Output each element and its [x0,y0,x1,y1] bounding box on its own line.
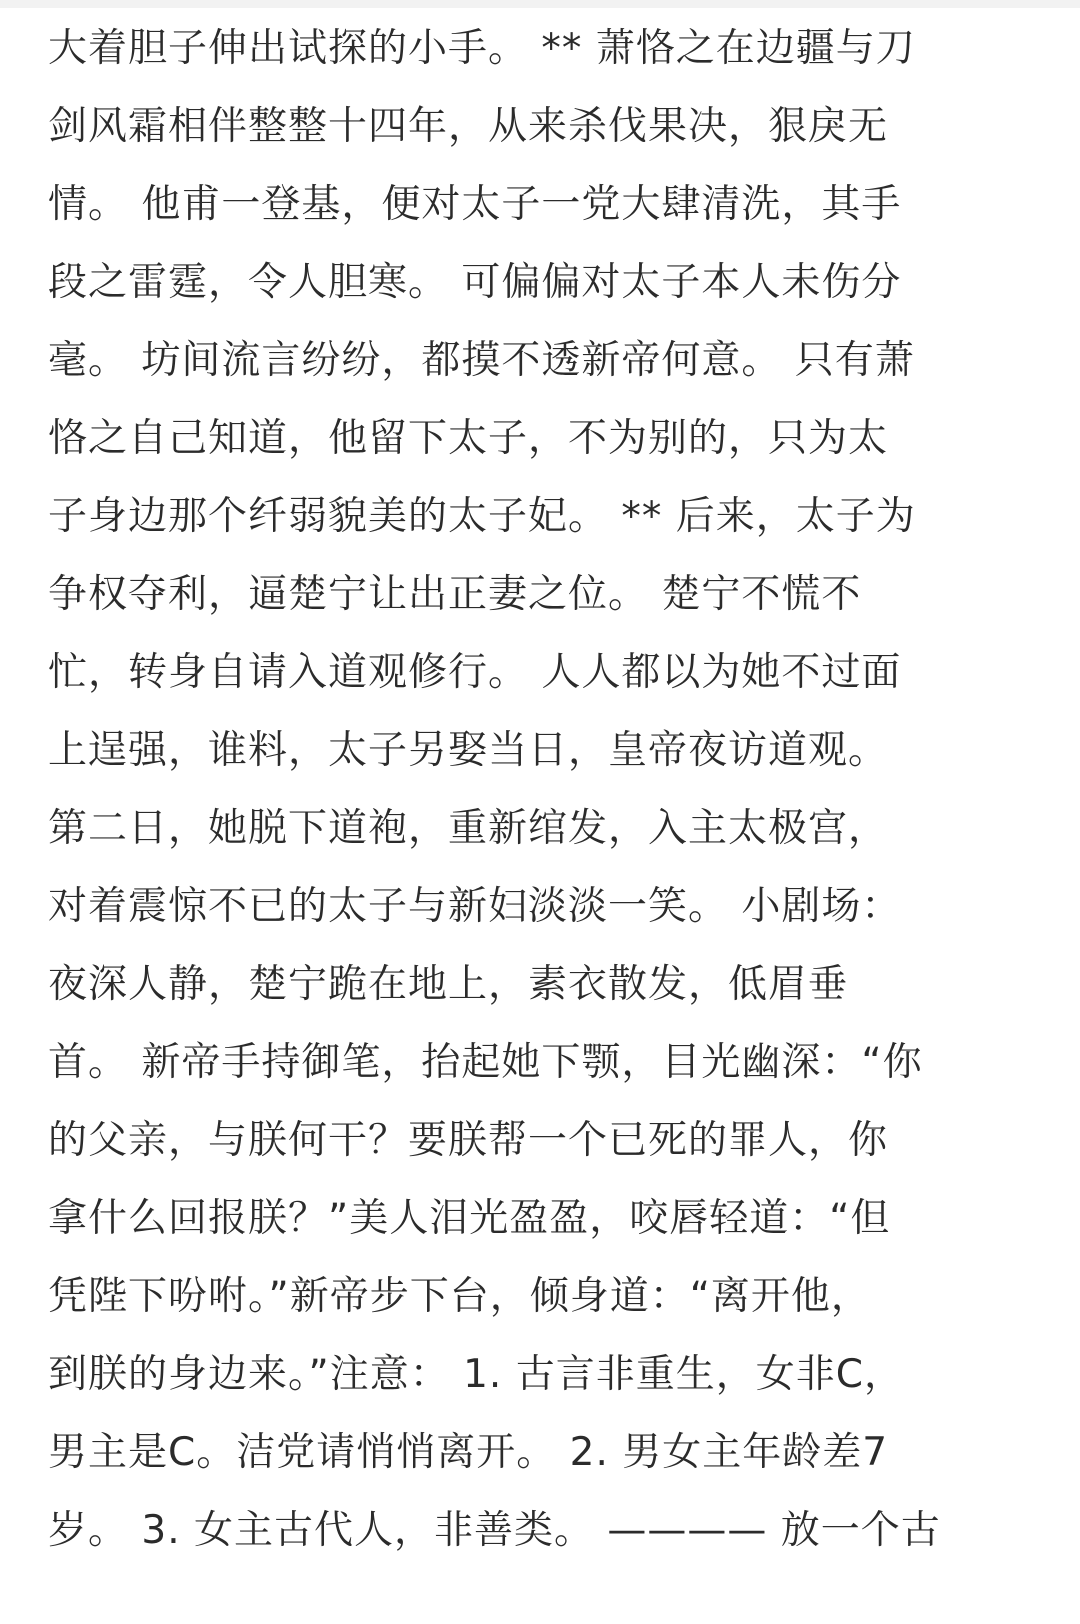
text-line: 争权夺利，逼楚宁让出正妻之位。 楚宁不慌不 [48,572,862,617]
text-line: 男主是C。洁党请悄悄离开。 2. 男女主年龄差7 [48,1430,889,1475]
text-line: 上逞强，谁料，太子另娶当日，皇帝夜访道观。 [48,728,889,773]
text-line: 段之雷霆，令人胆寒。 可偏偏对太子本人未伤分 [48,260,902,305]
text-line: 恪之自己知道，他留下太子，不为别的，只为太 [48,416,889,461]
text-line: 剑风霜相伴整整十四年，从来杀伐果决，狠戾无 [48,104,889,149]
text-line: 子身边那个纤弱貌美的太子妃。 ** 后来，太子为 [48,494,916,539]
text-line: 拿什么回报朕？”美人泪光盈盈，咬唇轻道：“但 [48,1196,891,1241]
text-line: 岁。 3. 女主古代人，非善类。 ———— 放一个古 [48,1508,941,1553]
text-line: 对着震惊不已的太子与新妇淡淡一笑。 小剧场： [48,884,902,929]
text-line: 忙，转身自请入道观修行。 人人都以为她不过面 [48,650,902,695]
text-line: 的父亲，与朕何干？要朕帮一个已死的罪人，你 [48,1118,889,1163]
top-divider [0,0,1080,8]
text-line: 毫。 坊间流言纷纷，都摸不透新帝何意。 只有萧 [48,338,915,383]
text-line: 大着胆子伸出试探的小手。 ** 萧恪之在边疆与刀 [48,26,916,71]
article-body [48,10,1048,1570]
text-line: 情。 他甫一登基，便对太子一党大肆清洗，其手 [48,182,902,227]
text-line: 首。 新帝手持御笔，抬起她下颚，目光幽深：“你 [48,1040,923,1085]
text-line: 夜深人静，楚宁跪在地上，素衣散发，低眉垂 [48,962,849,1007]
text-line: 到朕的身边来。”注意： 1. 古言非重生，女非C， [48,1352,904,1397]
text-line: 第二日，她脱下道袍，重新绾发，入主太极宫， [48,806,889,851]
text-line: 凭陛下吩咐。”新帝步下台，倾身道：“离开他， [48,1274,871,1319]
